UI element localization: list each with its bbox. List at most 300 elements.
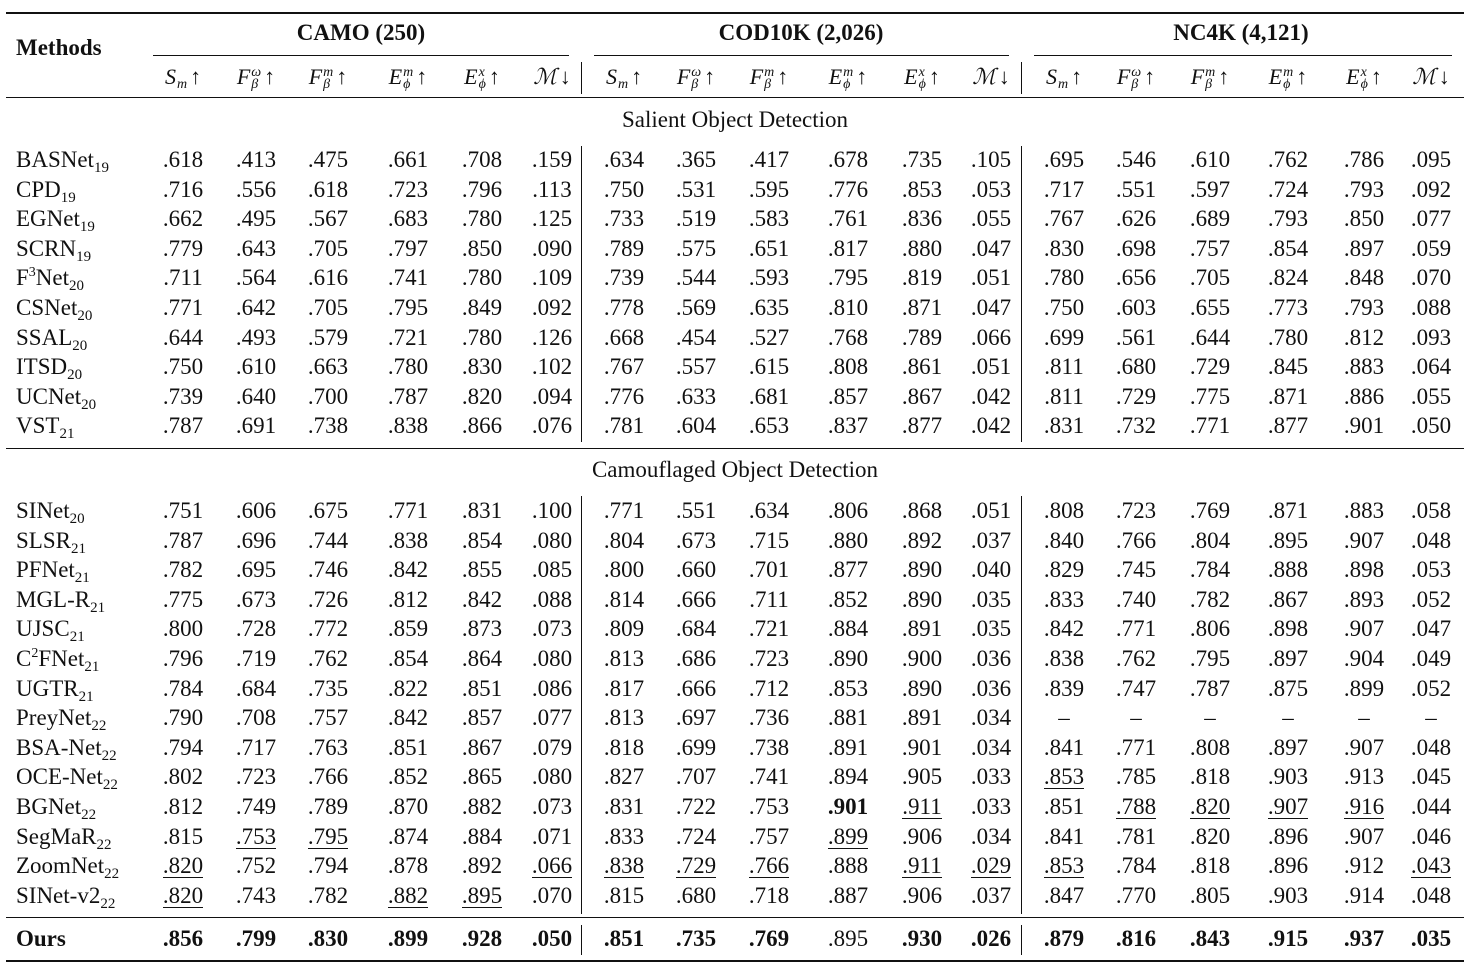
table-cell: .656 <box>1115 265 1157 291</box>
table-cell: .815 <box>162 823 204 849</box>
table-cell: – <box>1130 705 1142 731</box>
method-name: $SLSR_{21}$ <box>16 527 86 557</box>
table-cell: .878 <box>387 853 429 879</box>
table-cell: .778 <box>603 295 645 320</box>
table-cell: .050 <box>1410 413 1452 439</box>
table-cell: .051 <box>970 498 1012 523</box>
table-cell: .073 <box>531 794 573 819</box>
table-cell: .741 <box>748 764 790 790</box>
table-cell: .891 <box>901 705 943 731</box>
table-cell: .033 <box>970 794 1012 819</box>
table-cell: .793 <box>1343 176 1385 202</box>
table-cell: .495 <box>235 206 277 232</box>
table-cell: .796 <box>162 646 204 671</box>
table-cell: .871 <box>1267 498 1309 523</box>
table-cell: .836 <box>901 206 943 232</box>
table-cell: .699 <box>675 734 717 760</box>
table-cell: .787 <box>387 383 429 409</box>
method-name: $UGTR_{21}$ <box>16 675 94 705</box>
table-cell: .749 <box>235 794 277 819</box>
table-cell: .853 <box>827 675 869 701</box>
table-cell: .809 <box>603 616 645 642</box>
table-cell: .815 <box>603 882 645 908</box>
table-cell: .873 <box>461 616 503 642</box>
table-cell: .034 <box>970 705 1012 731</box>
table-cell: .544 <box>675 265 717 291</box>
table-cell: .666 <box>675 675 717 701</box>
bottom-rule <box>6 960 1464 962</box>
table-cell: .818 <box>1189 853 1231 879</box>
table-cell: .790 <box>162 705 204 731</box>
table-cell: .047 <box>970 295 1012 320</box>
table-cell: .875 <box>1267 675 1309 701</box>
table-cell: .707 <box>675 764 717 790</box>
table-cell: .634 <box>603 147 645 172</box>
table-cell: .095 <box>1410 147 1452 172</box>
table-cell: .780 <box>461 206 503 232</box>
table-cell: .739 <box>603 265 645 291</box>
table-cell: .850 <box>461 235 503 261</box>
table-cell: .782 <box>307 882 349 908</box>
method-name: EGNet$_{19}$ <box>16 206 95 236</box>
table-cell: .907 <box>1343 734 1385 760</box>
metric-header-1-3: E m ϕ ↑ <box>828 64 868 92</box>
table-cell: .643 <box>235 235 277 261</box>
table-cell: .890 <box>901 675 943 701</box>
table-cell: .618 <box>307 176 349 202</box>
table-cell: .771 <box>387 498 429 523</box>
table-cell: .743 <box>235 882 277 908</box>
method-name: $UJSC_{21}$ <box>16 616 85 646</box>
table-cell: .901 <box>827 794 869 819</box>
table-cell: .058 <box>1410 498 1452 523</box>
metric-header-2-3: E m ϕ ↑ <box>1268 64 1308 92</box>
table-cell: .757 <box>1189 235 1231 261</box>
table-cell-ours: .050 <box>531 926 573 951</box>
table-cell: .635 <box>748 295 790 320</box>
table-cell: .865 <box>461 764 503 790</box>
table-cell: .708 <box>235 705 277 731</box>
table-cell: .715 <box>748 527 790 553</box>
table-cell: .603 <box>1115 295 1157 320</box>
table-cell: .888 <box>827 853 869 879</box>
table-cell: .796 <box>461 176 503 202</box>
table-cell: .904 <box>1343 646 1385 671</box>
method-name: ZoomNet$_{22}$ <box>16 853 120 883</box>
table-cell: .833 <box>1043 586 1085 612</box>
table-cell: .857 <box>461 705 503 731</box>
table-cell: .610 <box>235 354 277 380</box>
table-cell: .753 <box>235 823 277 849</box>
table-cell: .787 <box>1189 675 1231 701</box>
metric-header-1-4: E x ϕ ↑ <box>904 64 940 92</box>
table-cell: .793 <box>1267 206 1309 232</box>
table-cell: .839 <box>1043 675 1085 701</box>
table-cell: .732 <box>1115 413 1157 439</box>
table-cell: .857 <box>827 383 869 409</box>
table-cell: .717 <box>1043 176 1085 202</box>
table-cell: .042 <box>970 383 1012 409</box>
table-cell: .033 <box>970 764 1012 790</box>
table-cell: .806 <box>1189 616 1231 642</box>
table-cell-ours: .799 <box>235 926 277 951</box>
table-cell-ours: .856 <box>162 926 204 951</box>
table-cell: .723 <box>1115 498 1157 523</box>
table-cell: .853 <box>901 176 943 202</box>
table-cell: .675 <box>307 498 349 523</box>
table-cell-ours: .895 <box>827 926 869 951</box>
table-cell: .894 <box>827 764 869 790</box>
table-cell: .800 <box>603 557 645 583</box>
table-cell: .126 <box>531 324 573 350</box>
table-cell: .066 <box>531 853 573 879</box>
table-cell: .780 <box>1043 265 1085 291</box>
table-cell: .475 <box>307 147 349 172</box>
table-cell: .681 <box>748 383 790 409</box>
table-cell: .750 <box>162 354 204 380</box>
method-name: OCE-Net$_{22}$ <box>16 764 118 794</box>
table-cell: .088 <box>531 586 573 612</box>
method-name: BGNet$_{22}$ <box>16 794 97 823</box>
table-cell: .561 <box>1115 324 1157 350</box>
table-cell: .037 <box>970 882 1012 908</box>
table-cell: .906 <box>901 882 943 908</box>
table-cell: .728 <box>235 616 277 642</box>
table-cell: .723 <box>387 176 429 202</box>
table-cell: .916 <box>1343 794 1385 819</box>
table-cell: .789 <box>901 324 943 350</box>
method-name: CSNet$_{20}$ <box>16 295 93 324</box>
table-cell: .723 <box>235 764 277 790</box>
table-cell: .618 <box>162 147 204 172</box>
table-cell: .820 <box>1189 794 1231 819</box>
table-cell: .841 <box>1043 823 1085 849</box>
table-cell: .747 <box>1115 675 1157 701</box>
table-cell: .738 <box>748 734 790 760</box>
method-name: PreyNet$_{22}$ <box>16 705 107 735</box>
table-cell: .890 <box>827 646 869 671</box>
table-cell: .047 <box>1410 616 1452 642</box>
table-cell-ours: .879 <box>1043 926 1085 951</box>
table-cell: .771 <box>1115 616 1157 642</box>
table-cell: .901 <box>901 734 943 760</box>
top-rule <box>6 12 1464 14</box>
table-cell: .782 <box>162 557 204 583</box>
table-cell: .806 <box>827 498 869 523</box>
table-cell: .668 <box>603 324 645 350</box>
table-cell: .705 <box>1189 265 1231 291</box>
table-cell: .729 <box>1115 383 1157 409</box>
table-cell: .787 <box>162 527 204 553</box>
table-cell: .633 <box>675 383 717 409</box>
table-cell: .644 <box>1189 324 1231 350</box>
table-cell: .700 <box>307 383 349 409</box>
table-cell: .859 <box>387 616 429 642</box>
table-cell: .047 <box>970 235 1012 261</box>
table-cell: .644 <box>162 324 204 350</box>
table-cell: .746 <box>307 557 349 583</box>
table-cell: .036 <box>970 675 1012 701</box>
table-cell: .634 <box>748 498 790 523</box>
table-cell: .729 <box>1189 354 1231 380</box>
table-cell: .900 <box>901 646 943 671</box>
table-cell: .697 <box>675 705 717 731</box>
table-cell: .880 <box>901 235 943 261</box>
table-cell: .733 <box>603 206 645 232</box>
table-cell: .887 <box>827 882 869 908</box>
metric-header-0-5: ℳ ↓ <box>533 64 571 89</box>
table-cell: .413 <box>235 147 277 172</box>
table-cell: .698 <box>1115 235 1157 261</box>
table-cell: .771 <box>1115 734 1157 760</box>
method-name: $SSAL_{20}$ <box>16 324 88 354</box>
table-cell: .761 <box>827 206 869 232</box>
table-cell: .125 <box>531 206 573 232</box>
table-cell: .640 <box>235 383 277 409</box>
table-cell: .711 <box>749 586 789 612</box>
table-cell: .723 <box>748 646 790 671</box>
table-cell: – <box>1425 705 1437 731</box>
method-name: $ITSD_{20}$ <box>16 354 83 384</box>
table-cell: .886 <box>1343 383 1385 409</box>
table-cell: .695 <box>235 557 277 583</box>
table-cell: .784 <box>162 675 204 701</box>
dataset-header-0: CAMO (250) <box>296 20 426 45</box>
table-cell: .653 <box>748 413 790 439</box>
table-cell: .891 <box>827 734 869 760</box>
method-name: $VST_{21}$ <box>16 413 75 443</box>
table-cell: .892 <box>461 853 503 879</box>
table-cell: .042 <box>970 413 1012 439</box>
table-cell: .770 <box>1115 882 1157 908</box>
table-cell: .680 <box>1115 354 1157 380</box>
table-cell: .845 <box>1267 354 1309 380</box>
table-cell: .820 <box>162 882 204 908</box>
table-cell: .750 <box>1043 295 1085 320</box>
table-cell: .810 <box>827 295 869 320</box>
table-cell: .034 <box>970 734 1012 760</box>
table-cell: .842 <box>387 705 429 731</box>
table-cell: .883 <box>1343 498 1385 523</box>
table-cell: .914 <box>1343 882 1385 908</box>
table-cell: .680 <box>675 882 717 908</box>
table-cell: .837 <box>827 413 869 439</box>
method-name: SINet-$v2_{22}$ <box>16 882 116 912</box>
table-cell: .782 <box>1189 586 1231 612</box>
table-cell: .663 <box>307 354 349 380</box>
table-cell: .738 <box>307 413 349 439</box>
table-cell: .851 <box>387 734 429 760</box>
table-cell: .604 <box>675 413 717 439</box>
table-cell: .753 <box>748 794 790 819</box>
table-cell: .898 <box>1267 616 1309 642</box>
table-cell: .850 <box>1343 206 1385 232</box>
methods-header: Methods <box>16 35 102 60</box>
table-cell: .564 <box>235 265 277 291</box>
table-cell: .673 <box>675 527 717 553</box>
table-cell: .105 <box>970 147 1012 172</box>
table-cell: .757 <box>748 823 790 849</box>
table-cell: .705 <box>307 235 349 261</box>
table-cell: .051 <box>970 354 1012 380</box>
table-cell: .877 <box>1267 413 1309 439</box>
table-cell: .813 <box>603 705 645 731</box>
metric-header-2-5: ℳ ↓ <box>1412 64 1450 89</box>
table-cell: .867 <box>901 383 943 409</box>
table-cell: .769 <box>1189 498 1231 523</box>
table-cell: .848 <box>1343 265 1385 291</box>
table-cell: .767 <box>1043 206 1085 232</box>
table-cell: .820 <box>461 383 503 409</box>
table-cell: .365 <box>675 147 717 172</box>
method-name: PFNet$_{21}$ <box>16 557 90 587</box>
table-cell: .076 <box>531 413 573 439</box>
table-cell-ours: .830 <box>307 926 349 951</box>
table-cell: .896 <box>1267 853 1309 879</box>
table-cell: .907 <box>1343 823 1385 849</box>
section-title-0: Salient Object Detection <box>621 107 849 132</box>
table-cell: .064 <box>1410 354 1452 380</box>
method-name-ours: Ours <box>16 926 66 951</box>
table-cell: .567 <box>307 206 349 232</box>
table-cell: .037 <box>970 527 1012 553</box>
table-cell: .531 <box>675 176 717 202</box>
table-cell: .895 <box>461 882 503 908</box>
table-cell: .804 <box>603 527 645 553</box>
metric-header-2-4: E x ϕ ↑ <box>1346 64 1382 92</box>
table-cell: .831 <box>603 794 645 819</box>
table-cell: .642 <box>235 295 277 320</box>
table-cell: .708 <box>461 147 503 172</box>
table-cell: .699 <box>1043 324 1085 350</box>
method-name: MGL-$R_{21}$ <box>16 586 106 616</box>
table-cell: .842 <box>387 557 429 583</box>
table-cell: .771 <box>603 498 645 523</box>
table-cell: .684 <box>675 616 717 642</box>
table-cell: .907 <box>1343 527 1385 553</box>
table-cell: .818 <box>603 734 645 760</box>
table-cell: .829 <box>1043 557 1085 583</box>
table-cell: .762 <box>1267 147 1309 172</box>
table-cell: .493 <box>235 324 277 350</box>
table-cell: .046 <box>1410 823 1452 849</box>
table-cell: .093 <box>1410 324 1452 350</box>
table-cell: .831 <box>461 498 503 523</box>
table-cell: .780 <box>461 265 503 291</box>
table-cell: .695 <box>1043 147 1085 172</box>
table-cell: .854 <box>1267 235 1309 261</box>
metric-header-1-0: S m ↑ <box>605 64 643 92</box>
table-cell: .776 <box>827 176 869 202</box>
table-cell: .830 <box>1043 235 1085 261</box>
table-cell: .454 <box>675 324 717 350</box>
table-cell: .901 <box>1343 413 1385 439</box>
table-cell: .781 <box>603 413 645 439</box>
table-cell: .842 <box>461 586 503 612</box>
table-cell: .044 <box>1410 794 1452 819</box>
table-cell: .551 <box>675 498 717 523</box>
table-cell: .898 <box>1343 557 1385 583</box>
table-cell-ours: .937 <box>1343 926 1385 951</box>
metric-header-0-2: F m β ↑ <box>308 64 348 92</box>
table-cell: .881 <box>827 705 869 731</box>
table-cell: .785 <box>1115 764 1157 790</box>
table-cell: .871 <box>901 295 943 320</box>
table-cell: – <box>1204 705 1216 731</box>
table-cell: .040 <box>970 557 1012 583</box>
table-cell: .817 <box>827 235 869 261</box>
table-cell-ours: .899 <box>387 926 429 951</box>
table-cell: .519 <box>675 206 717 232</box>
table-cell: .795 <box>307 823 349 849</box>
table-cell: .871 <box>1267 383 1309 409</box>
table-cell: .092 <box>1410 176 1452 202</box>
table-cell: .053 <box>970 176 1012 202</box>
table-cell: .805 <box>1189 882 1231 908</box>
table-cell: .808 <box>827 354 869 380</box>
table-cell: .797 <box>387 235 429 261</box>
table-cell-ours: .035 <box>1410 926 1452 951</box>
table-cell: .775 <box>1189 383 1231 409</box>
table-cell: .070 <box>1410 265 1452 291</box>
table-cell: .088 <box>1410 295 1452 320</box>
table-cell: .794 <box>307 853 349 879</box>
table-cell: .824 <box>1267 265 1309 291</box>
table-cell: .788 <box>1115 794 1157 819</box>
table-cell: .866 <box>461 413 503 439</box>
table-cell: .729 <box>675 853 717 879</box>
table-cell: .812 <box>387 586 429 612</box>
table-cell-ours: .843 <box>1189 926 1231 951</box>
section-title-1: Camouflaged Object Detection <box>591 457 879 482</box>
table-cell: .718 <box>748 882 790 908</box>
table-cell: .744 <box>307 527 349 553</box>
table-cell: .890 <box>901 586 943 612</box>
dataset-header-1: COD10K (2,026) <box>718 20 884 45</box>
metric-header-2-0: S m ↑ <box>1045 64 1083 92</box>
table-cell: .784 <box>1189 557 1231 583</box>
table-cell: .079 <box>531 734 573 760</box>
table-cell: .800 <box>162 616 204 642</box>
table-cell: .616 <box>307 265 349 291</box>
table-cell: .080 <box>531 527 573 553</box>
table-cell: .906 <box>901 823 943 849</box>
table-cell: .090 <box>531 235 573 261</box>
table-cell: .853 <box>1043 764 1085 790</box>
table-cell: .593 <box>748 265 790 291</box>
method-name: SegMaR$_{22}$ <box>16 823 112 853</box>
method-name: SINet$_{20}$ <box>16 498 85 527</box>
table-cell: .851 <box>1043 794 1085 819</box>
table-cell: .884 <box>461 823 503 849</box>
table-cell: .035 <box>970 586 1012 612</box>
table-cell: .912 <box>1343 853 1385 879</box>
method-name: BSA-Net$_{22}$ <box>16 734 117 764</box>
table-cell: .868 <box>901 498 943 523</box>
table-cell: .847 <box>1043 882 1085 908</box>
table-cell: .840 <box>1043 527 1085 553</box>
table-cell: .892 <box>901 527 943 553</box>
table-cell-ours: .769 <box>748 926 790 951</box>
table-cell: .045 <box>1410 764 1452 790</box>
table-cell: .891 <box>901 616 943 642</box>
table-cell: .830 <box>461 354 503 380</box>
table-cell: .861 <box>901 354 943 380</box>
table-cell: .080 <box>531 646 573 671</box>
table-cell: .711 <box>163 265 203 291</box>
table-cell-ours: .930 <box>901 926 943 951</box>
table-cell: .896 <box>1267 823 1309 849</box>
